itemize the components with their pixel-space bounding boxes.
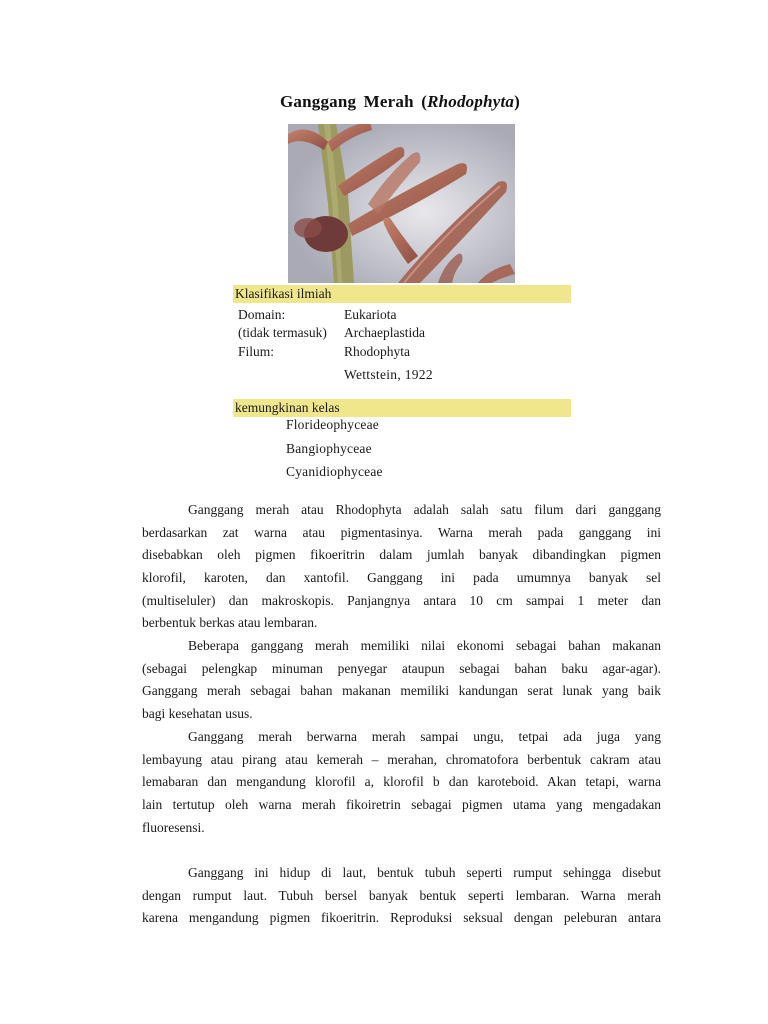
tax-label-phylum: Filum: <box>238 344 275 359</box>
paragraph-line: Beberapa ganggang merah memiliki nilai ekonomi sebagai bahan makanan <box>188 638 661 653</box>
paragraph-line: fluoresensi. <box>142 820 205 835</box>
paragraph-line: karena mengandung pigmen fikoeritrin. Reproduksi seksual dengan peleburan antara <box>142 910 661 925</box>
paragraph-line: Ganggang merah atau Rhodophyta adalah salah satu filum dari ganggang <box>188 502 661 517</box>
tax-label-domain: Domain: <box>238 307 286 322</box>
algae-illustration <box>288 124 515 283</box>
paragraph-line: berbentuk berkas atau lembaran. <box>142 615 318 630</box>
tax-value-unranked: Archaeplastida <box>344 325 425 340</box>
classification-header: Klasifikasi ilmiah <box>233 285 571 303</box>
title-suffix: ) <box>514 92 520 111</box>
paragraph-line: (multiseluler) dan makroskopis. Panjangnya antara 10 cm sampai 1 meter dan <box>142 593 661 608</box>
paragraph-line: klorofil, karoten, dan xantofil. Ganggang ini pada umumnya banyak sel <box>142 570 661 585</box>
paragraph-line: disebabkan oleh pigmen fikoeritrin dalam jumlah banyak dibandingkan pigmen <box>142 547 661 562</box>
paragraph-line: Ganggang merah berwarna merah sampai ungu, tetpai ada juga yang <box>188 729 661 744</box>
class-item: Bangiophyceae <box>286 441 372 456</box>
tax-value-authority: Wettstein, 1922 <box>344 367 433 382</box>
paragraph-line: dengan rumput laut. Tubuh bersel banyak bentuk seperti lembaran. Warna merah <box>142 888 661 903</box>
paragraph-line: lemabaran dan mengandung klorofil a, klorofil b dan karoteboid. Akan tetapi, warna <box>142 774 661 789</box>
paragraph-line: Ganggang merah sebagai bahan makanan memiliki kandungan serat lunak yang baik <box>142 683 661 698</box>
paragraph-line: berdasarkan zat warna atau pigmentasinya. Warna merah pada ganggang ini <box>142 525 661 540</box>
red-algae-photo <box>288 124 515 283</box>
paragraph-line: (sebagai pelengkap minuman penyegar ataupun sebagai bahan baku agar-agar). <box>142 661 661 676</box>
paragraph-line: lain tertutup oleh warna merah fikoiretrin sebagai pigmen utama yang mengadakan <box>142 797 661 812</box>
paragraph-line: Ganggang ini hidup di laut, bentuk tubuh seperti rumput sehingga disebut <box>188 865 661 880</box>
title-italic: Rhodophyta <box>427 92 515 111</box>
page-title <box>0 92 768 112</box>
paragraph-line: lembayung atau pirang atau kemerah – merahan, chromatofora berbentuk cakram atau <box>142 752 661 767</box>
tax-label-unranked: (tidak termasuk) <box>238 325 327 340</box>
class-item: Cyanidiophyceae <box>286 464 383 479</box>
classes-header: kemungkinan kelas <box>233 399 571 417</box>
class-item: Florideophyceae <box>286 417 379 432</box>
paragraph-line: bagi kesehatan usus. <box>142 706 253 721</box>
tax-value-phylum: Rhodophyta <box>344 344 410 359</box>
tax-value-domain: Eukariota <box>344 307 397 322</box>
title-prefix: Ganggang Merah ( <box>280 92 428 111</box>
